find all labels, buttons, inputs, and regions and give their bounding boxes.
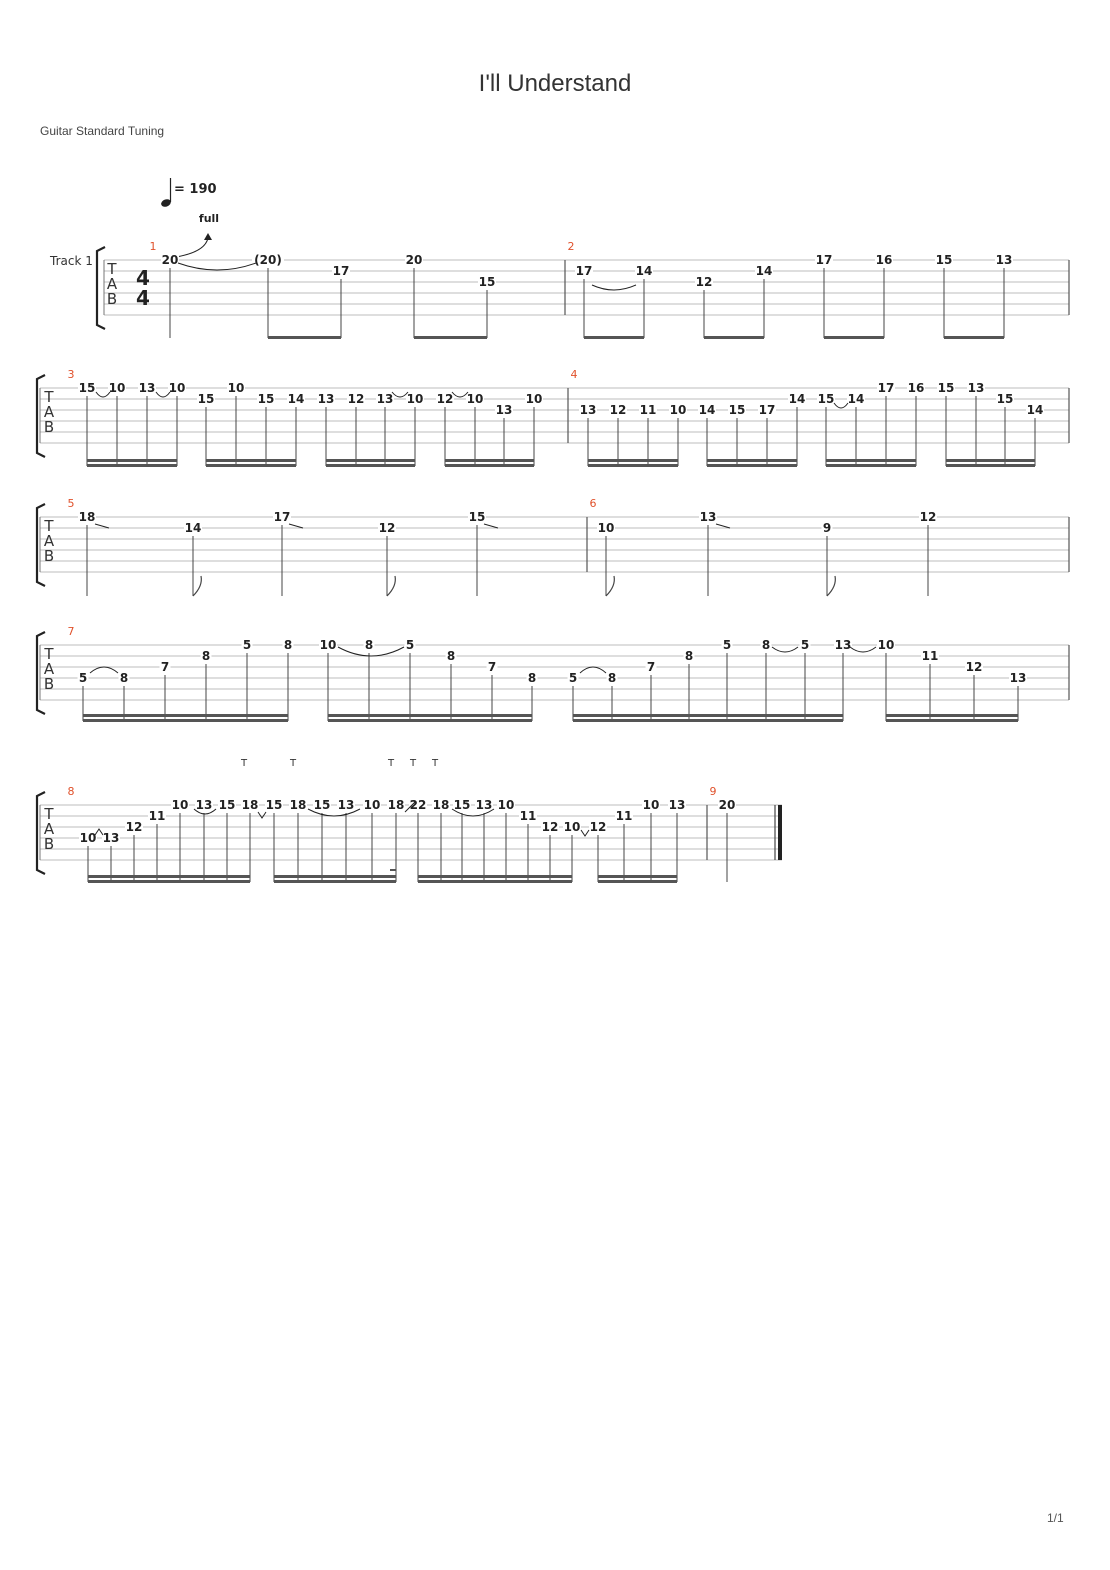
fret-number: 10 [363,798,381,812]
fret-number: 7 [646,660,656,674]
fret-number: 13 [1009,671,1027,685]
fret-number: 5 [722,638,732,652]
fret-number: 12 [609,403,627,417]
fret-number: 13 [668,798,686,812]
slide-mark [716,524,730,528]
fret-number: 15 [817,392,835,406]
fret-number: 8 [446,649,456,663]
tab-clef-letter: B [106,290,118,308]
fret-number: 15 [935,253,953,267]
fret-number: 10 [79,831,97,845]
fret-number: 10 [227,381,245,395]
slur-curve [834,403,848,408]
slur-curve [392,392,408,397]
fret-number: 13 [579,403,597,417]
beam [944,336,1004,339]
measure-number: 3 [67,368,75,381]
tap-marker: T [431,758,439,769]
fret-number: 14 [847,392,865,406]
fret-number: 15 [937,381,955,395]
beam [88,875,250,878]
tab-clef-letter: A [43,660,55,678]
fret-number: 14 [184,521,202,535]
beam [328,714,532,717]
fret-number: 13 [376,392,394,406]
beam [83,714,288,717]
fret-number: 15 [468,510,486,524]
fret-number: 10 [642,798,660,812]
fret-number: 10 [319,638,337,652]
tab-system [37,504,1069,586]
fret-number: 15 [453,798,471,812]
beam [418,880,572,883]
fret-number: 10 [669,403,687,417]
fret-number: 5 [78,671,88,685]
beam [824,336,884,339]
beam [573,714,843,717]
pull-mark-icon [581,830,589,836]
fret-number: 12 [347,392,365,406]
fret-number: 8 [201,649,211,663]
bend-label: full [198,212,220,225]
tab-clef-letter: A [43,403,55,421]
tab-clef-letter: B [43,418,55,436]
slur-curve [772,647,798,652]
fret-number: 13 [195,798,213,812]
beam [418,875,572,878]
fret-number: 13 [699,510,717,524]
beam [886,719,1018,722]
fret-number: 14 [287,392,305,406]
tab-clef-letter: T [44,805,54,823]
fret-number: 8 [684,649,694,663]
fret-number: 12 [695,275,713,289]
beam [206,464,296,467]
fret-number: 11 [148,809,166,823]
slur-curve [580,667,606,673]
tab-clef-letter: B [43,675,55,693]
beam [588,464,678,467]
fret-number: 8 [527,671,537,685]
beam [598,875,677,878]
fret-number: 20 [405,253,423,267]
fret-number: 17 [758,403,776,417]
fret-number: 15 [218,798,236,812]
beam [328,719,532,722]
fret-number: 18 [432,798,450,812]
slur-curve [178,263,256,270]
fret-number: 8 [607,671,617,685]
beam [83,719,288,722]
fret-number: 10 [466,392,484,406]
measure-number: 5 [67,497,75,510]
beam [206,459,296,462]
beam [584,336,644,339]
fret-number: 15 [313,798,331,812]
grace-flag-icon [606,576,614,596]
fret-number: 14 [755,264,773,278]
fret-number: 5 [568,671,578,685]
slur-curve [592,285,636,290]
fret-number: 7 [487,660,497,674]
beam [274,875,396,878]
fret-number: 13 [317,392,335,406]
fret-number: 10 [108,381,126,395]
tap-marker: T [289,758,297,769]
fret-number: 16 [875,253,893,267]
track-name: Track 1 [50,254,93,268]
fret-number: 13 [102,831,120,845]
fret-number: 12 [589,820,607,834]
beam [946,459,1035,462]
fret-number: 17 [273,510,291,524]
fret-number: 18 [78,510,96,524]
tab-clef-letter: A [43,820,55,838]
fret-number: 13 [475,798,493,812]
fret-number: 10 [497,798,515,812]
fret-number: 10 [597,521,615,535]
fret-number: 8 [364,638,374,652]
slide-mark [289,524,303,528]
fret-number: 12 [541,820,559,834]
slide-mark [95,524,109,528]
beam [445,459,534,462]
tab-system [97,247,1069,329]
fret-number: 22 [409,798,427,812]
measure-number: 4 [570,368,578,381]
fret-number: (20) [254,253,282,267]
fret-number: 8 [283,638,293,652]
fret-number: 14 [635,264,653,278]
fret-number: 15 [197,392,215,406]
fret-number: 12 [436,392,454,406]
fret-number: 18 [289,798,307,812]
fret-number: 15 [996,392,1014,406]
fret-number: 20 [718,798,736,812]
beam [704,336,764,339]
fret-number: 10 [168,381,186,395]
beam [826,459,916,462]
fret-number: 13 [495,403,513,417]
fret-number: 17 [575,264,593,278]
fret-number: 17 [815,253,833,267]
beam [445,464,534,467]
fret-number: 5 [242,638,252,652]
slur-curve [452,392,468,397]
beam [88,880,250,883]
fret-number: 15 [265,798,283,812]
fret-number: 16 [907,381,925,395]
beam [573,719,843,722]
fret-number: 12 [125,820,143,834]
pull-mark-icon [258,812,266,818]
beam [268,336,341,339]
fret-number: 10 [563,820,581,834]
fret-number: 13 [967,381,985,395]
fret-number: 13 [337,798,355,812]
beam [274,880,396,883]
tap-marker: T [240,758,248,769]
fret-number: 13 [138,381,156,395]
time-signature-digit: 4 [136,286,150,310]
beam-stub [390,869,396,871]
tab-clef-letter: A [106,275,118,293]
tab-clef-letter: B [43,835,55,853]
fret-number: 7 [160,660,170,674]
beam [946,464,1035,467]
beam [826,464,916,467]
tempo-marking: = 190 [174,182,217,197]
beam [87,459,177,462]
beam [414,336,487,339]
tap-marker: T [409,758,417,769]
fret-number: 15 [478,275,496,289]
fret-number: 11 [519,809,537,823]
fret-number: 12 [378,521,396,535]
measure-number: 1 [149,240,157,253]
fret-number: 20 [161,253,179,267]
bend-arrowhead-icon [204,233,212,240]
fret-number: 18 [387,798,405,812]
song-title: I'll Understand [478,70,632,97]
fret-number: 14 [698,403,716,417]
fret-number: 17 [332,264,350,278]
slide-mark [484,524,498,528]
fret-number: 12 [965,660,983,674]
fret-number: 18 [241,798,259,812]
measure-number: 6 [589,497,597,510]
slur-curve [90,667,118,673]
measure-number: 8 [67,785,75,798]
grace-flag-icon [827,576,835,596]
tab-clef-letter: T [44,517,54,535]
beam [326,464,415,467]
bend-arrow-icon [176,238,208,257]
tab-clef-letter: B [43,547,55,565]
beam [87,464,177,467]
beam [588,459,678,462]
fret-number: 8 [761,638,771,652]
fret-number: 12 [919,510,937,524]
fret-number: 10 [171,798,189,812]
beam [326,459,415,462]
tab-clef-letter: T [44,645,54,663]
tab-system [37,632,1069,714]
fret-number: 8 [119,671,129,685]
tap-marker: T [387,758,395,769]
fret-number: 11 [615,809,633,823]
beam [886,714,1018,717]
measure-number: 2 [567,240,575,253]
fret-number: 10 [877,638,895,652]
beam [598,880,677,883]
final-bar-thick [778,805,782,860]
fret-number: 15 [728,403,746,417]
tab-clef-letter: A [43,532,55,550]
fret-number: 11 [639,403,657,417]
fret-number: 5 [800,638,810,652]
beam [707,459,797,462]
time-signature-digit: 4 [136,266,150,290]
fret-number: 13 [995,253,1013,267]
tab-clef-letter: T [44,388,54,406]
fret-number: 5 [405,638,415,652]
tuning-label: Guitar Standard Tuning [40,124,165,138]
tab-clef-letter: T [107,260,117,278]
measure-number: 7 [67,625,75,638]
slur-curve [850,647,876,652]
fret-number: 11 [921,649,939,663]
fret-number: 10 [406,392,424,406]
measure-number: 9 [709,785,717,798]
fret-number: 14 [788,392,806,406]
grace-flag-icon [193,576,201,596]
grace-flag-icon [387,576,395,596]
fret-number: 10 [525,392,543,406]
fret-number: 17 [877,381,895,395]
page-number: 1/1 [1047,1511,1064,1525]
fret-number: 13 [834,638,852,652]
fret-number: 15 [257,392,275,406]
fret-number: 9 [822,521,832,535]
fret-number: 14 [1026,403,1044,417]
beam [707,464,797,467]
fret-number: 15 [78,381,96,395]
